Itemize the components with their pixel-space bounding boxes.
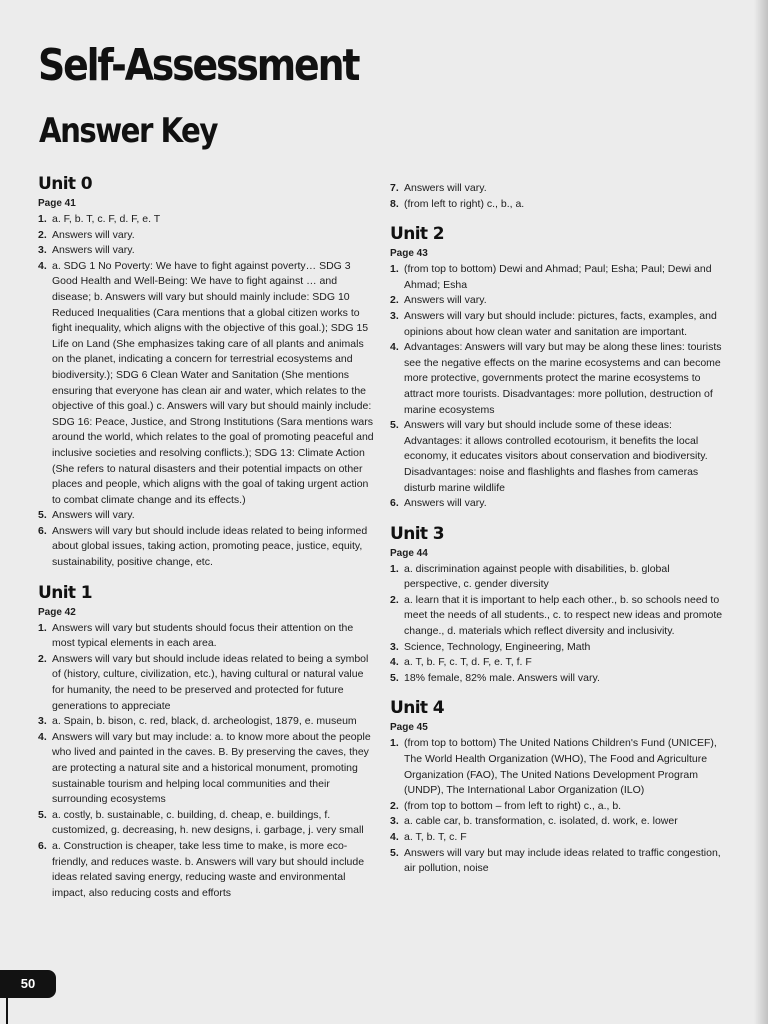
answer-text: Answers will vary but should include some of these ideas: Advantages: it allows controlled ecotourism, it benefits the local economy, it educates visitors about conservation and biodiversity. Disadvantages: noise and flashlights and flashes from cameras disturb marine wildlife <box>404 419 708 494</box>
answer-text: Answers will vary. <box>404 497 487 510</box>
answer-item <box>390 496 728 512</box>
answer-number: 2. <box>38 652 47 665</box>
answer-number: 1. <box>38 213 47 225</box>
answer-number: 6. <box>390 497 399 510</box>
unit-3-list <box>390 562 728 687</box>
answer-text: a. discrimination against people with disabilities, b. global perspective, c. gender diversity <box>404 562 670 591</box>
answer-item <box>38 714 376 730</box>
unit-4-page-ref: Page 45 <box>390 722 428 734</box>
answer-text: Answers will vary but may include ideas related to traffic congestion, air pollution, noise <box>404 846 721 875</box>
answer-item <box>390 655 728 671</box>
answer-item <box>38 212 376 228</box>
answer-text: Science, Technology, Engineering, Math <box>404 640 591 653</box>
answer-number: 2. <box>390 294 399 307</box>
unit-0-page-ref: Page 41 <box>38 198 76 209</box>
unit-3-heading: Unit 3 <box>390 523 445 544</box>
answer-number: 4. <box>390 341 399 354</box>
answer-text: a. costly, b. sustainable, c. building, d. cheap, e. buildings, f. customized, g. decreasing, h. new designs, i. garbage, j. very small <box>52 808 364 837</box>
answer-text: Answers will vary but should include ideas related to being informed about global issues, taking action, promoting peace, justice, equity, sustainability, positive change, etc. <box>52 524 368 569</box>
answer-item <box>390 671 728 687</box>
answer-text: (from top to bottom) Dewi and Ahmad; Paul; Esha; Paul; Dewi and Ahmad; Esha <box>404 263 712 291</box>
answer-number: 4. <box>38 259 47 272</box>
unit-1-continued-list <box>390 181 728 212</box>
answer-text: a. Spain, b. bison, c. red, black, d. archeologist, 1879, e. museum <box>52 715 357 728</box>
answer-item <box>390 814 728 830</box>
answer-item <box>390 181 728 197</box>
answer-number: 2. <box>38 228 47 241</box>
answer-item <box>390 640 728 656</box>
answer-text: Answers will vary but should include ideas related to being a symbol of (history, culture, civilization, etc.), having cultural or natural value for humanity, the need to be preserved and protected for future generations to appreciate <box>52 652 369 712</box>
answer-text: Answers will vary but students should focus their attention on the most typical elements in each area. <box>52 621 354 650</box>
answer-item <box>390 340 728 418</box>
answer-number: 8. <box>390 197 399 210</box>
page-edge-bar <box>6 986 8 1024</box>
unit-4-list <box>390 736 728 876</box>
unit-4-heading: Unit 4 <box>390 698 445 719</box>
answer-number: 6. <box>38 839 47 852</box>
answer-item <box>38 228 376 244</box>
answer-item <box>390 562 728 593</box>
answer-item <box>390 736 728 798</box>
answer-number: 3. <box>390 309 399 322</box>
answer-text: Answers will vary. <box>52 509 135 522</box>
answer-item <box>38 839 376 901</box>
answer-number: 4. <box>38 730 47 743</box>
unit-1-list <box>38 621 376 902</box>
answer-item <box>38 808 376 839</box>
answer-number: 4. <box>390 831 399 843</box>
answer-number: 2. <box>390 593 399 606</box>
answer-item <box>38 621 376 652</box>
answer-text: 18% female, 82% male. Answers will vary. <box>404 671 600 684</box>
answer-item <box>38 730 376 808</box>
unit-3-page-ref: Page 44 <box>390 547 428 559</box>
answer-item <box>390 830 728 846</box>
page-subtitle: Answer Key <box>39 111 217 151</box>
answer-item <box>390 593 728 640</box>
page-edge-shadow <box>754 0 768 1024</box>
answer-text: a. cable car, b. transformation, c. isolated, d. work, e. lower <box>404 815 678 828</box>
unit-0-heading: Unit 0 <box>38 174 93 194</box>
unit-2-heading: Unit 2 <box>390 224 445 245</box>
answer-item <box>38 524 376 571</box>
answer-text: a. SDG 1 No Poverty: We have to fight against poverty… SDG 3 Good Health and Well-Being: We have to fight against … and disease; b. Answers will vary but should mainly include: SDG 10 Reduced Inequalities (Cara mentions that a global citizen works to fight inequality, which aligns with the objective of this goal.); SDG 15 Life on Land (She emphasizes taking care of all plants and animals on the planet, indicating a concern for terrestrial ecosystems and biodiversity.); SDG 6 Clean Water and Sanitation (She mentions ensuring that everyone has clean air and water, which relates to the objective of this goal.) c. Answers will vary but should mainly include: SDG 16: Peace, Justice, and Strong Institutions (Sara mentions wars around the world, which relates to the goal of promoting peaceful and inclusive societies and resolving conflicts.); SDG 13: Climate Action (She refers to natural disasters and their potential impacts on other places and people, which aligns with the goal of taking urgent action to combat climate change and its effects.) <box>52 259 374 506</box>
answer-text: Answers will vary but may include: a. to know more about the people who lived and painted in the caves. B. By preserving the caves, they are protecting a natural site and a historical monument, promoting sustainable tourism and helping local communities and their surrounding ecosystems <box>52 730 371 806</box>
answer-item <box>390 197 728 213</box>
answer-item <box>38 243 376 259</box>
answer-text: a. F, b. T, c. F, d. F, e. T <box>52 213 161 225</box>
answer-item <box>38 508 376 524</box>
answer-item <box>390 418 728 496</box>
answer-item <box>38 652 376 714</box>
page-title: Self-Assessment <box>38 40 359 91</box>
answer-number: 5. <box>390 846 399 859</box>
answer-text: (from left to right) c., b., a. <box>404 197 525 210</box>
answer-number: 3. <box>390 640 399 653</box>
answer-text: (from top to bottom – from left to right) c., a., b. <box>404 799 622 812</box>
answer-text: a. T, b. F, c. T, d. F, e. T, f. F <box>404 656 532 669</box>
answer-text: (from top to bottom) The United Nations Children's Fund (UNICEF), The World Health Organization (WHO), The Food and Agriculture Organization (FAO), The United Nations Development Program (UNDP), The International Labor Organization (ILO) <box>404 737 717 797</box>
answer-text: a. T, b. T, c. F <box>404 831 467 843</box>
answer-text: a. Construction is cheaper, take less time to make, is more eco-friendly, and reduces waste. b. Answers will vary but should include ideas related saving energy, reducing waste and environmental impact, also reducing costs and efforts <box>52 839 365 899</box>
answer-number: 3. <box>38 715 47 728</box>
answer-number: 1. <box>390 562 399 575</box>
answer-number: 1. <box>390 737 399 750</box>
answer-number: 1. <box>390 263 399 276</box>
answer-number: 5. <box>38 509 47 522</box>
answer-item <box>390 309 728 340</box>
unit-2-page-ref: Page 43 <box>390 248 428 260</box>
answer-number: 5. <box>38 808 47 821</box>
answer-number: 5. <box>390 671 399 684</box>
unit-2-list <box>390 262 728 512</box>
answer-item <box>390 262 728 293</box>
page-number: 50 <box>20 976 36 991</box>
answer-text: Answers will vary but should include: pictures, facts, examples, and opinions about how clean water and sanitation are important. <box>404 309 717 338</box>
answer-item <box>390 846 728 877</box>
answer-text: Answers will vary. <box>404 294 487 307</box>
answer-number: 7. <box>390 182 399 194</box>
answer-item <box>390 293 728 309</box>
answer-text: a. learn that it is important to help each other., b. so schools need to meet the needs of all students., c. to respect new ideas and promote change., d. materials which reflect diversity and inclusivity. <box>404 593 723 638</box>
answer-number: 3. <box>390 815 399 828</box>
answer-text: Answers will vary. <box>52 228 135 241</box>
answer-number: 1. <box>38 621 47 634</box>
answer-item <box>38 259 376 509</box>
right-column <box>390 181 728 877</box>
answer-text: Answers will vary. <box>52 244 135 257</box>
answer-text: Answers will vary. <box>404 182 487 194</box>
answer-number: 3. <box>38 244 47 257</box>
answer-item <box>390 799 728 815</box>
answer-number: 6. <box>38 524 47 537</box>
answer-number: 2. <box>390 799 399 812</box>
unit-1-heading: Unit 1 <box>38 582 93 603</box>
answer-number: 4. <box>390 656 399 669</box>
answer-text: Advantages: Answers will vary but may be along these lines: tourists see the negative effects on the marine ecosystems and can become more protective, governments protect the marine ecosystems to attract more tourists. Disadvantages: more pollution, destruction of marine ecosystems <box>404 341 722 416</box>
answer-number: 5. <box>390 419 399 432</box>
unit-0-list <box>38 212 376 571</box>
left-column <box>38 172 376 901</box>
unit-1-page-ref: Page 42 <box>38 606 76 618</box>
